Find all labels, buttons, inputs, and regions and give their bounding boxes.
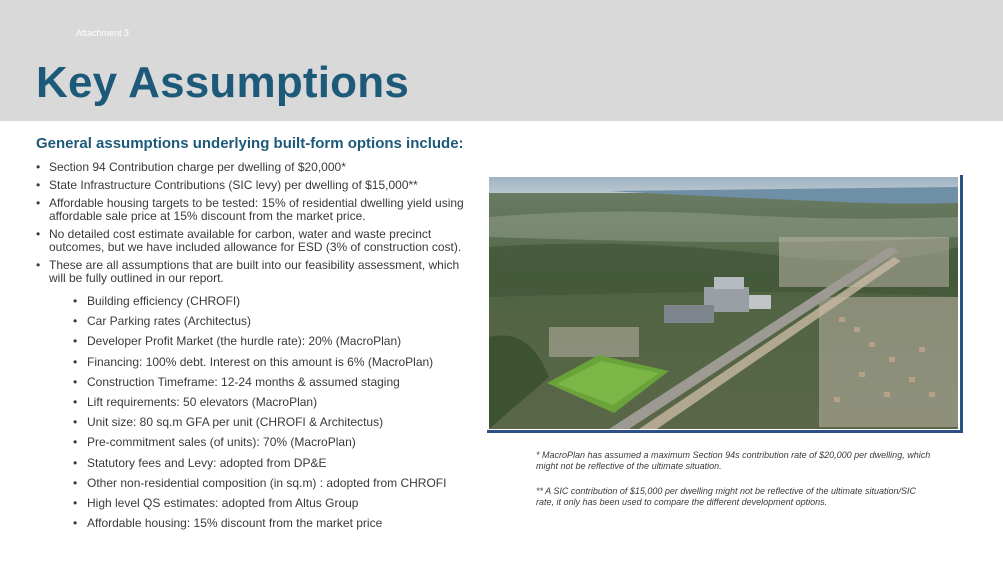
footnote-section94: * MacroPlan has assumed a maximum Section 94s contribution rate of $20,000 per dwelling, which might not be reflective of the ultimate situation. [536, 450, 931, 471]
feasibility-input-item: • Construction Timeframe: 12-24 months & assumed staging [73, 376, 473, 389]
footnotes [536, 450, 936, 522]
feasibility-input-item: • High level QS estimates: adopted from Altus Group [73, 497, 473, 510]
feasibility-input-item: • Other non-residential composition (in sq.m) : adopted from CHROFI [73, 477, 473, 490]
feasibility-input-item: • Car Parking rates (Architectus) [73, 315, 473, 328]
feasibility-input-item: • Unit size: 80 sq.m GFA per unit (CHROFI & Architectus) [73, 416, 473, 429]
aerial-photo-frame [487, 175, 963, 433]
assumption-item: • No detailed cost estimate available for carbon, water and waste precinct outcomes, but we have included allowance for ESD (3% of construction cost). [36, 228, 476, 254]
feasibility-input-item: • Affordable housing: 15% discount from the market price [73, 517, 473, 530]
assumption-item: • State Infrastructure Contributions (SIC levy) per dwelling of $15,000** [36, 179, 476, 192]
feasibility-input-item: • Statutory fees and Levy: adopted from DP&E [73, 457, 473, 470]
section-subtitle: General assumptions underlying built-form options include: [36, 135, 464, 152]
page-title: Key Assumptions [36, 58, 410, 107]
feasibility-input-item: • Lift requirements: 50 elevators (MacroPlan) [73, 396, 473, 409]
feasibility-input-item: • Financing: 100% debt. Interest on this amount is 6% (MacroPlan) [73, 356, 473, 369]
assumption-list [36, 161, 476, 290]
footnote-sic: ** A SIC contribution of $15,000 per dwelling might not be reflective of the ultimate situation/SIC rate, it only has been used to compare the different development options. [536, 486, 917, 507]
feasibility-input-item: • Developer Profit Market (the hurdle rate): 20% (MacroPlan) [73, 335, 473, 348]
assumption-item: • These are all assumptions that are built into our feasibility assessment, which will be fully outlined in our report. [36, 259, 476, 285]
attachment-label: Attachment 3 [76, 28, 130, 38]
feasibility-input-item: • Pre-commitment sales (of units): 70% (MacroPlan) [73, 436, 473, 449]
feasibility-input-list [73, 295, 473, 537]
assumption-item: • Section 94 Contribution charge per dwelling of $20,000* [36, 161, 476, 174]
feasibility-input-item: • Building efficiency (CHROFI) [73, 295, 473, 308]
assumption-item: • Affordable housing targets to be tested: 15% of residential dwelling yield using affordable sale price at 15% discount from the market price. [36, 197, 476, 223]
aerial-photo [489, 177, 958, 429]
